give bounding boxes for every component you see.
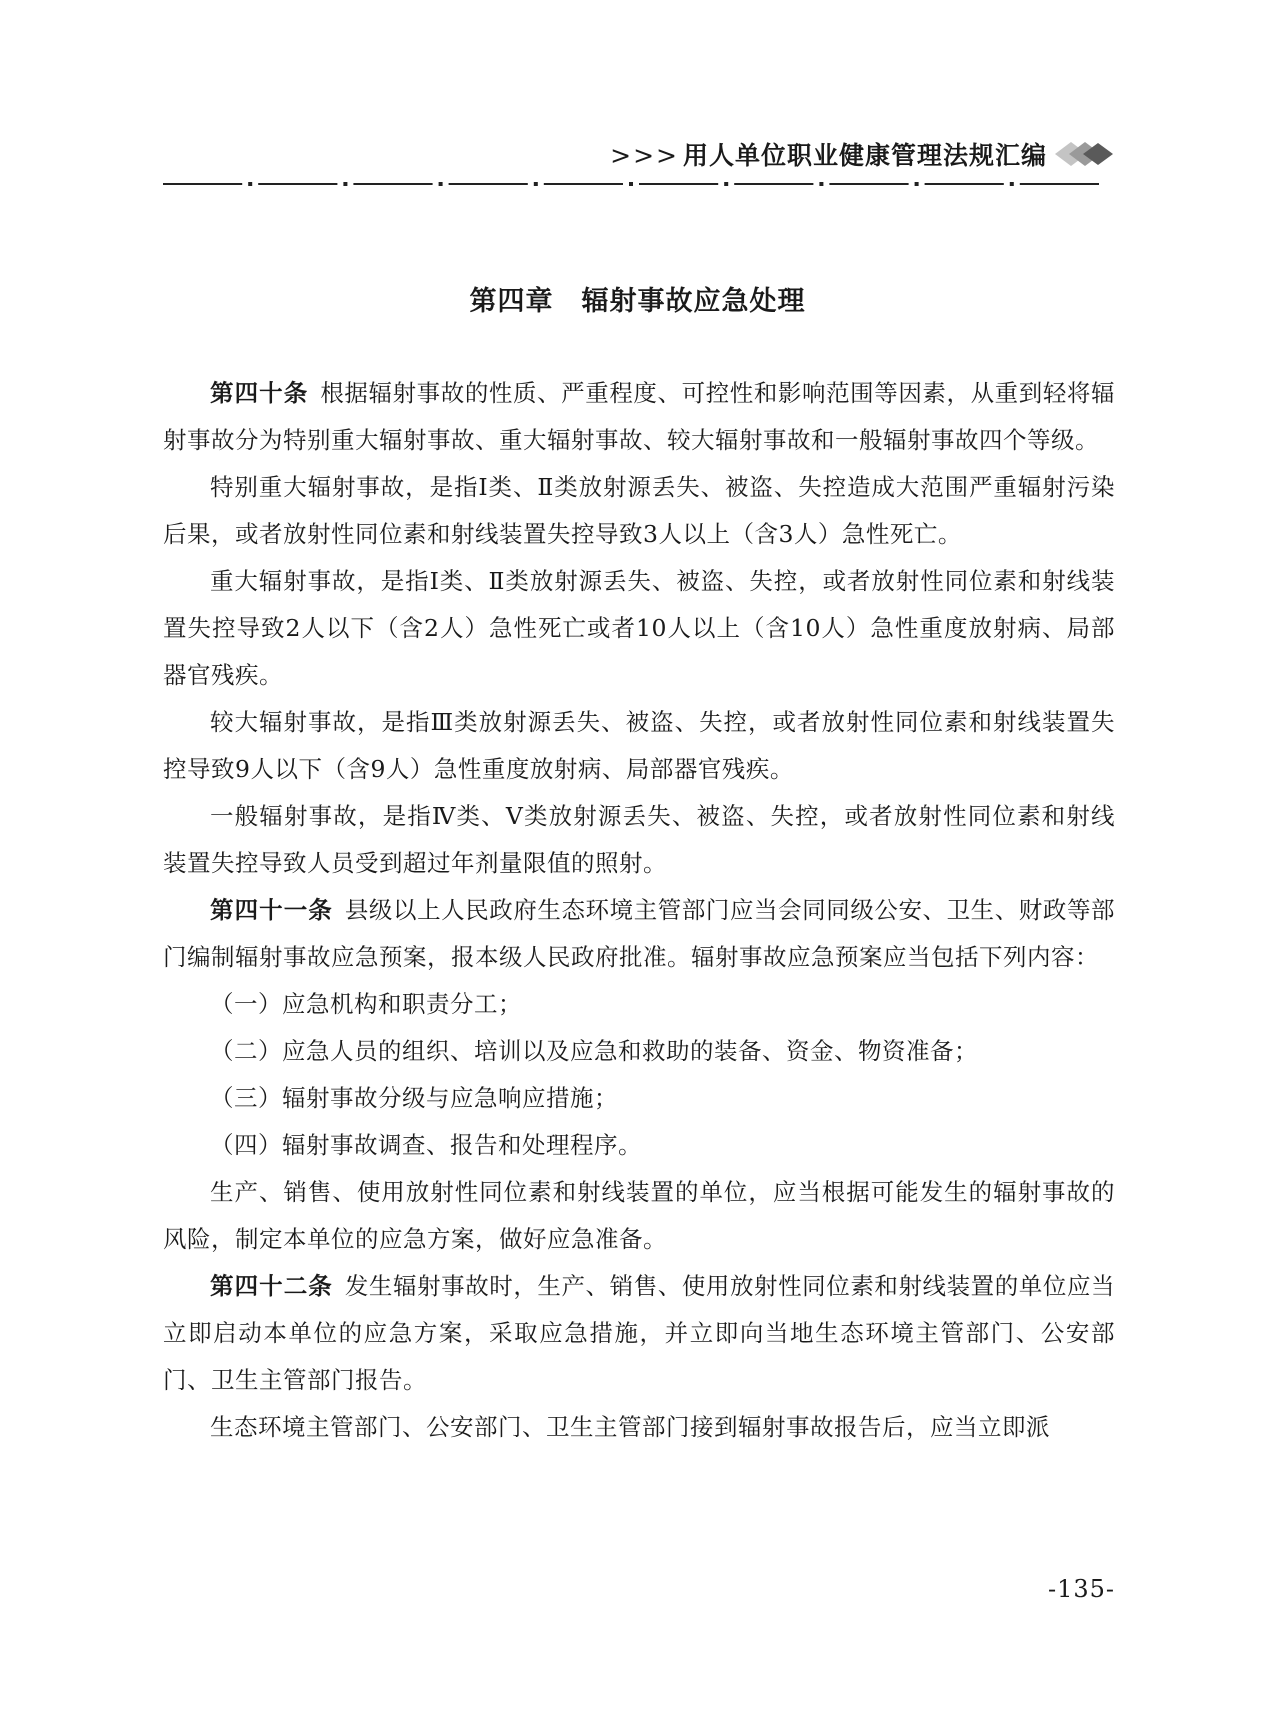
paragraph	[163, 558, 1115, 699]
running-header-title	[610, 136, 1047, 172]
article-number: 第四十条	[210, 379, 309, 407]
paragraph-text: 发生辐射事故时，生产、销售、使用放射性同位素和射线装置的单位应当立即启动本单位的应急方案，采取应急措施，并立即向当地生态环境主管部门、公安部门、卫生主管部门报告。	[163, 1272, 1116, 1394]
rule-dot	[629, 182, 633, 186]
paragraph-text: （一）应急机构和职责分工；	[210, 990, 522, 1018]
paragraph	[163, 370, 1115, 464]
paragraph-text: 特别重大辐射事故，是指Ⅰ类、Ⅱ类放射源丢失、被盗、失控造成大范围严重辐射污染后果，或者放射性同位素和射线装置失控导致3人以上（含3人）急性死亡。	[163, 473, 1115, 548]
diamond-ornament-icon	[1053, 140, 1115, 168]
paragraph-text: 县级以上人民政府生态环境主管部门应当会同同级公安、卫生、财政等部门编制辐射事故应急预案，报本级人民政府批准。辐射事故应急预案应当包括下列内容：	[163, 896, 1116, 971]
paragraph-text: （三）辐射事故分级与应急响应措施；	[210, 1084, 618, 1112]
paragraph-text: （四）辐射事故调查、报告和处理程序。	[210, 1131, 642, 1159]
paragraph-text: 根据辐射事故的性质、严重程度、可控性和影响范围等因素，从重到轻将辐射事故分为特别重大辐射事故、重大辐射事故、较大辐射事故和一般辐射事故四个等级。	[163, 379, 1116, 454]
paragraph	[163, 793, 1115, 887]
rule-dot	[819, 182, 823, 186]
paragraph	[163, 887, 1115, 981]
paragraph	[163, 1122, 1115, 1169]
rule-dot	[248, 182, 252, 186]
paragraph	[163, 1028, 1115, 1075]
paragraph-text: 生产、销售、使用放射性同位素和射线装置的单位，应当根据可能发生的辐射事故的风险，制定本单位的应急方案，做好应急准备。	[163, 1178, 1115, 1253]
book-title: 用人单位职业健康管理法规汇编	[682, 141, 1047, 170]
paragraph-text: 较大辐射事故，是指Ⅲ类放射源丢失、被盗、失控，或者放射性同位素和射线装置失控导致9人以下（含9人）急性重度放射病、局部器官残疾。	[163, 708, 1115, 783]
rule-dot	[915, 182, 919, 186]
rule-segment	[258, 183, 337, 185]
paragraph	[163, 1169, 1115, 1263]
header-arrows: >>>	[610, 141, 679, 170]
rule-dot	[534, 182, 538, 186]
paragraph	[163, 981, 1115, 1028]
rule-dot	[724, 182, 728, 186]
paragraph	[163, 1263, 1115, 1404]
article-number: 第四十二条	[210, 1272, 333, 1300]
article-number: 第四十一条	[210, 896, 333, 924]
paragraph-text: 一般辐射事故，是指Ⅳ类、Ⅴ类放射源丢失、被盗、失控，或者放射性同位素和射线装置失控导致人员受到超过年剂量限值的照射。	[163, 802, 1115, 877]
chapter-title: 第四章 辐射事故应急处理	[469, 286, 806, 317]
rule-dot	[439, 182, 443, 186]
rule-segment	[734, 183, 813, 185]
page-number: -135-	[1047, 1575, 1115, 1603]
paragraph	[163, 464, 1115, 558]
rule-segment	[1020, 183, 1099, 185]
rule-dot	[343, 182, 347, 186]
paragraph	[163, 699, 1115, 793]
running-header	[163, 128, 1115, 188]
rule-segment	[353, 183, 432, 185]
header-rule	[163, 180, 1115, 188]
paragraph-text: （二）应急人员的组织、培训以及应急和救助的装备、资金、物资准备；	[210, 1037, 978, 1065]
rule-segment	[544, 183, 623, 185]
body-text	[163, 370, 1115, 1451]
paragraph	[163, 1404, 1115, 1451]
rule-segment	[639, 183, 718, 185]
rule-segment	[449, 183, 528, 185]
rule-segment	[925, 183, 1004, 185]
rule-segment	[829, 183, 908, 185]
rule-dot	[1010, 182, 1014, 186]
paragraph-text: 生态环境主管部门、公安部门、卫生主管部门接到辐射事故报告后，应当立即派	[210, 1413, 1050, 1441]
paragraph	[163, 1075, 1115, 1122]
paragraph-text: 重大辐射事故，是指Ⅰ类、Ⅱ类放射源丢失、被盗、失控，或者放射性同位素和射线装置失控导致2人以下（含2人）急性死亡或者10人以上（含10人）急性重度放射病、局部器官残疾。	[163, 567, 1115, 689]
rule-segment	[163, 183, 242, 185]
